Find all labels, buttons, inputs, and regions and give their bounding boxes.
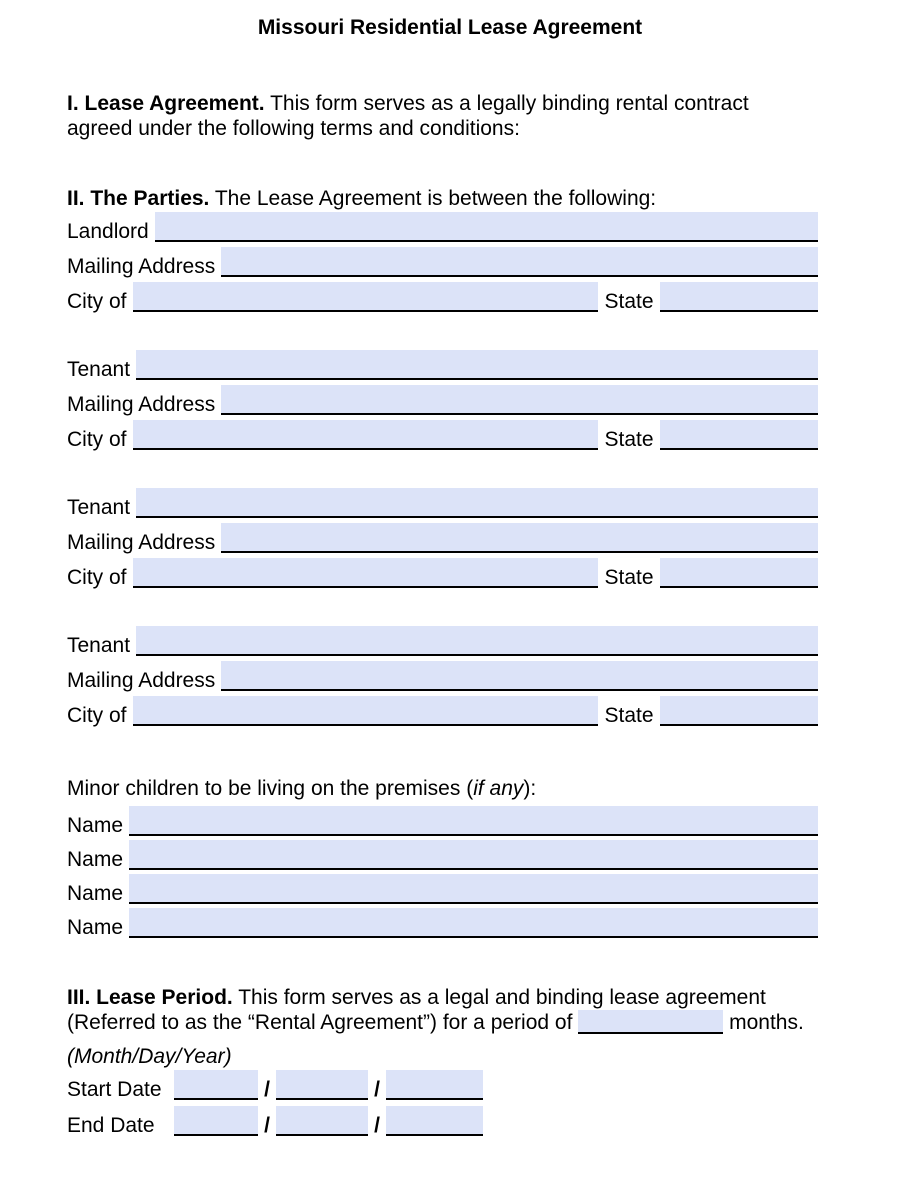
tenant-3-name-field[interactable] — [136, 626, 818, 656]
section-1-body: This form serves as a legally binding rental contract agreed under the following terms and conditions: — [67, 92, 749, 140]
minor-child-row-3 — [67, 874, 818, 904]
tenant-2-name-row — [67, 488, 818, 518]
tenant-2-mailing-address-row — [67, 523, 818, 553]
end-date-label: End Date — [67, 1114, 155, 1137]
minor-child-name-field-2[interactable] — [129, 840, 818, 870]
start-date-label: Start Date — [67, 1078, 162, 1101]
date-separator-slash: / — [264, 1114, 270, 1137]
start-date-month-field[interactable] — [174, 1070, 258, 1100]
landlord-mailing-address-field[interactable] — [221, 247, 818, 277]
start-date-row — [67, 1070, 818, 1100]
tenant-2-block — [67, 488, 818, 588]
minor-children-heading — [67, 776, 818, 802]
landlord-city-state-row — [67, 282, 818, 312]
end-date-row — [67, 1106, 818, 1136]
tenant-1-city-field[interactable] — [133, 420, 598, 450]
section-3-body: This form serves as a legal and binding lease agreement (Referred to as the “Rental Agreement”) for a period of — [67, 986, 766, 1034]
state-label: State — [604, 704, 654, 727]
minor-child-name-field-4[interactable] — [129, 908, 818, 938]
section-3-heading: III. Lease Period. — [67, 986, 233, 1009]
end-date-month-field[interactable] — [174, 1106, 258, 1136]
date-format-note: (Month/Day/Year) — [67, 1045, 232, 1068]
tenant-label: Tenant — [67, 496, 131, 519]
tenant-label: Tenant — [67, 634, 131, 657]
city-of-label: City of — [67, 704, 127, 727]
city-of-label: City of — [67, 290, 127, 313]
name-label: Name — [67, 882, 124, 905]
tenant-3-city-field[interactable] — [133, 696, 598, 726]
minor-children-if-any: if any — [473, 777, 524, 800]
document-content — [0, 91, 900, 1136]
tenant-1-block — [67, 350, 818, 450]
page-title: Missouri Residential Lease Agreement — [257, 16, 643, 39]
tenant-1-mailing-address-row — [67, 385, 818, 415]
tenant-2-state-field[interactable] — [660, 558, 818, 588]
date-separator-slash: / — [374, 1078, 380, 1101]
date-separator-slash: / — [264, 1078, 270, 1101]
city-of-label: City of — [67, 428, 127, 451]
city-of-label: City of — [67, 566, 127, 589]
landlord-mailing-address-row — [67, 247, 818, 277]
landlord-name-row — [67, 212, 818, 242]
section-2-heading: II. The Parties. — [67, 187, 210, 210]
tenant-1-city-state-row — [67, 420, 818, 450]
name-label: Name — [67, 848, 124, 871]
state-label: State — [604, 428, 654, 451]
section-lease-agreement — [67, 91, 818, 141]
section-parties-heading — [67, 186, 818, 212]
tenant-label: Tenant — [67, 358, 131, 381]
start-date-year-field[interactable] — [386, 1070, 483, 1100]
mailing-address-label: Mailing Address — [67, 531, 216, 554]
tenant-2-city-field[interactable] — [133, 558, 598, 588]
end-date-day-field[interactable] — [276, 1106, 368, 1136]
minor-child-row-1 — [67, 806, 818, 836]
start-date-day-field[interactable] — [276, 1070, 368, 1100]
landlord-city-field[interactable] — [133, 282, 598, 312]
tenant-2-mailing-address-field[interactable] — [221, 523, 818, 553]
mailing-address-label: Mailing Address — [67, 255, 216, 278]
tenant-3-block — [67, 626, 818, 726]
tenant-2-city-state-row — [67, 558, 818, 588]
minor-child-row-2 — [67, 840, 818, 870]
tenant-3-city-state-row — [67, 696, 818, 726]
tenant-1-state-field[interactable] — [660, 420, 818, 450]
date-separator-slash: / — [374, 1114, 380, 1137]
section-1-heading: I. Lease Agreement. — [67, 92, 265, 115]
section-lease-period — [67, 985, 818, 1035]
section-3-body-suffix: months. — [729, 1011, 804, 1034]
landlord-name-field[interactable] — [155, 212, 818, 242]
landlord-state-field[interactable] — [660, 282, 818, 312]
minor-child-name-field-1[interactable] — [129, 806, 818, 836]
tenant-1-name-row — [67, 350, 818, 380]
tenant-1-name-field[interactable] — [136, 350, 818, 380]
tenant-2-name-field[interactable] — [136, 488, 818, 518]
tenant-3-mailing-address-row — [67, 661, 818, 691]
section-2-body: The Lease Agreement is between the following: — [214, 187, 657, 210]
minor-children-text: Minor children to be living on the premises ( — [67, 777, 474, 800]
tenant-1-mailing-address-field[interactable] — [221, 385, 818, 415]
lease-period-months-field[interactable] — [578, 1010, 723, 1034]
minor-child-row-4 — [67, 908, 818, 938]
mailing-address-label: Mailing Address — [67, 669, 216, 692]
state-label: State — [604, 290, 654, 313]
landlord-label: Landlord — [67, 220, 149, 243]
minor-children-colon: ): — [523, 777, 537, 800]
landlord-block — [67, 212, 818, 312]
tenant-3-mailing-address-field[interactable] — [221, 661, 818, 691]
state-label: State — [604, 566, 654, 589]
minor-child-name-field-3[interactable] — [129, 874, 818, 904]
mailing-address-label: Mailing Address — [67, 393, 216, 416]
tenant-3-state-field[interactable] — [660, 696, 818, 726]
name-label: Name — [67, 814, 124, 837]
end-date-year-field[interactable] — [386, 1106, 483, 1136]
tenant-3-name-row — [67, 626, 818, 656]
name-label: Name — [67, 916, 124, 939]
